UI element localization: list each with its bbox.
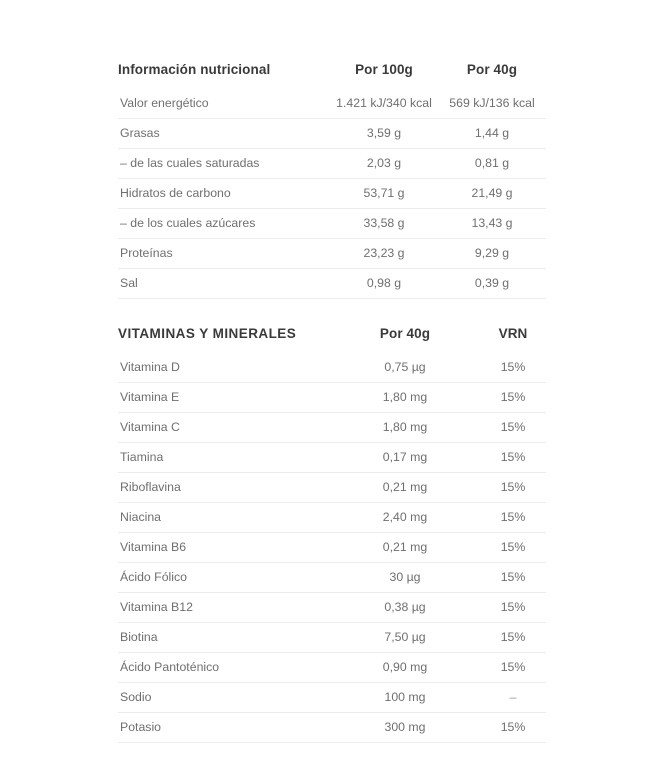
vitamin-row-value-per_40g: 1,80 mg	[330, 383, 480, 413]
vitamin-row-label: Sodio	[118, 683, 330, 713]
nutrition-row-value-per_40g: 0,39 g	[438, 269, 546, 299]
vitamin-row-label: Vitamina D	[120, 360, 180, 375]
nutrition-row-value-per_100g: 33,58 g	[330, 209, 438, 239]
vitamin-row-label: Vitamina B12	[118, 593, 330, 623]
nutrition-row-value-per_100g: 23,23 g	[330, 239, 438, 269]
table-row	[118, 623, 546, 653]
vitamin-row-value-vrn: 15%	[480, 383, 546, 413]
column-header-vrn: VRN	[498, 326, 528, 342]
nutrition-row-value-per_40g: 21,49 g	[438, 179, 546, 209]
vitamin-row-value-per_40g: 1,80 mg	[330, 413, 480, 443]
table-row	[118, 383, 546, 413]
nutrition-row-label: – de los cuales azúcares	[118, 209, 330, 239]
vitamin-row-value-vrn: 15%	[480, 473, 546, 503]
vitamin-row-value-per_40g: 0,17 mg	[330, 443, 480, 473]
column-header-per-100g: Por 100g	[355, 62, 413, 77]
vitamin-row-value-vrn: 15%	[480, 503, 546, 533]
table-spacer	[118, 299, 546, 326]
table-header-row	[118, 62, 546, 89]
nutrition-row-value-per_100g: 0,98 g	[330, 269, 438, 299]
vitamin-row-value-vrn: 15%	[480, 713, 546, 743]
table-row	[118, 683, 546, 713]
column-header-per-40g: Por 40g	[466, 62, 518, 77]
vitamin-row-value-vrn: 15%	[480, 653, 546, 683]
nutrition-row-value-per_40g: 0,81 g	[438, 149, 546, 179]
vitamin-row-label: Vitamina E	[118, 383, 330, 413]
nutrition-row-label: Hidratos de carbono	[118, 179, 330, 209]
vitamin-row-value-vrn	[480, 683, 546, 713]
value-not-applicable: –	[509, 690, 517, 705]
vitamin-row-value-vrn: 15%	[480, 533, 546, 563]
nutrition-row-label: – de las cuales saturadas	[118, 149, 330, 179]
nutrition-row-value-per_100g: 3,59 g	[330, 119, 438, 149]
table-row	[118, 533, 546, 563]
vitamin-row-value-vrn: 15%	[500, 360, 526, 375]
vitamin-row-value-vrn: 15%	[480, 623, 546, 653]
nutrition-table-body	[118, 89, 546, 299]
vitamin-row-label: Vitamina C	[118, 413, 330, 443]
nutrition-row-label: Sal	[118, 269, 330, 299]
table-row	[118, 443, 546, 473]
vitamin-row-value-per_40g: 0,38 µg	[330, 593, 480, 623]
nutrition-row-value-per_100g: 53,71 g	[330, 179, 438, 209]
vitamin-row-value-per_40g: 0,21 mg	[330, 533, 480, 563]
vitamins-minerals-table	[118, 326, 546, 743]
nutrition-row-value-per_100g: 1.421 kJ/340 kcal	[336, 96, 432, 111]
vitamin-row-value-per_40g: 30 µg	[330, 563, 480, 593]
vitamin-row-value-vrn: 15%	[480, 443, 546, 473]
table-row	[118, 239, 546, 269]
table-row	[118, 713, 546, 743]
nutrition-row-label: Proteínas	[118, 239, 330, 269]
nutrition-row-value-per_40g: 1,44 g	[438, 119, 546, 149]
table-header-row	[118, 326, 546, 353]
table-row	[118, 593, 546, 623]
column-header-vitamins-title: VITAMINAS Y MINERALES	[118, 326, 297, 342]
vitamin-row-value-per_40g: 0,90 mg	[330, 653, 480, 683]
column-header-vitamins-per-40g: Por 40g	[379, 326, 431, 342]
nutrition-row-value-per_40g: 9,29 g	[438, 239, 546, 269]
vitamin-row-value-vrn: 15%	[480, 413, 546, 443]
vitamin-row-label: Ácido Fólico	[118, 563, 330, 593]
vitamin-row-value-per_40g: 0,75 µg	[384, 360, 426, 375]
table-row	[118, 119, 546, 149]
table-row	[118, 269, 546, 299]
nutrition-row-value-per_100g: 2,03 g	[330, 149, 438, 179]
column-header-nutrition-title: Información nutricional	[118, 62, 271, 77]
nutrition-row-label: Grasas	[118, 119, 330, 149]
nutrition-row-value-per_40g: 569 kJ/136 kcal	[449, 96, 535, 111]
table-row	[118, 209, 546, 239]
vitamins-table-body	[118, 353, 546, 743]
vitamin-row-label: Vitamina B6	[118, 533, 330, 563]
vitamin-row-value-vrn: 15%	[480, 593, 546, 623]
vitamin-row-label: Potasio	[118, 713, 330, 743]
table-row	[118, 503, 546, 533]
nutrition-table-header	[118, 62, 546, 89]
vitamin-row-value-per_40g: 7,50 µg	[330, 623, 480, 653]
table-row	[118, 413, 546, 443]
nutrition-table	[118, 62, 546, 299]
table-row	[118, 563, 546, 593]
vitamin-row-value-per_40g: 300 mg	[330, 713, 480, 743]
table-row	[118, 353, 546, 383]
vitamin-row-value-per_40g: 100 mg	[330, 683, 480, 713]
vitamins-table-header	[118, 326, 546, 353]
tables-container	[118, 62, 546, 743]
table-row	[118, 89, 546, 119]
vitamin-row-label: Ácido Pantoténico	[118, 653, 330, 683]
table-row	[118, 473, 546, 503]
vitamin-row-label: Biotina	[118, 623, 330, 653]
vitamin-row-value-per_40g: 2,40 mg	[330, 503, 480, 533]
nutrition-row-value-per_40g: 13,43 g	[438, 209, 546, 239]
table-row	[118, 179, 546, 209]
vitamin-row-label: Riboflavina	[118, 473, 330, 503]
vitamin-row-label: Niacina	[118, 503, 330, 533]
vitamin-row-label: Tiamina	[118, 443, 330, 473]
vitamin-row-value-per_40g: 0,21 mg	[330, 473, 480, 503]
table-row	[118, 149, 546, 179]
nutrition-row-label: Valor energético	[120, 96, 209, 111]
vitamin-row-value-vrn: 15%	[480, 563, 546, 593]
table-row	[118, 653, 546, 683]
